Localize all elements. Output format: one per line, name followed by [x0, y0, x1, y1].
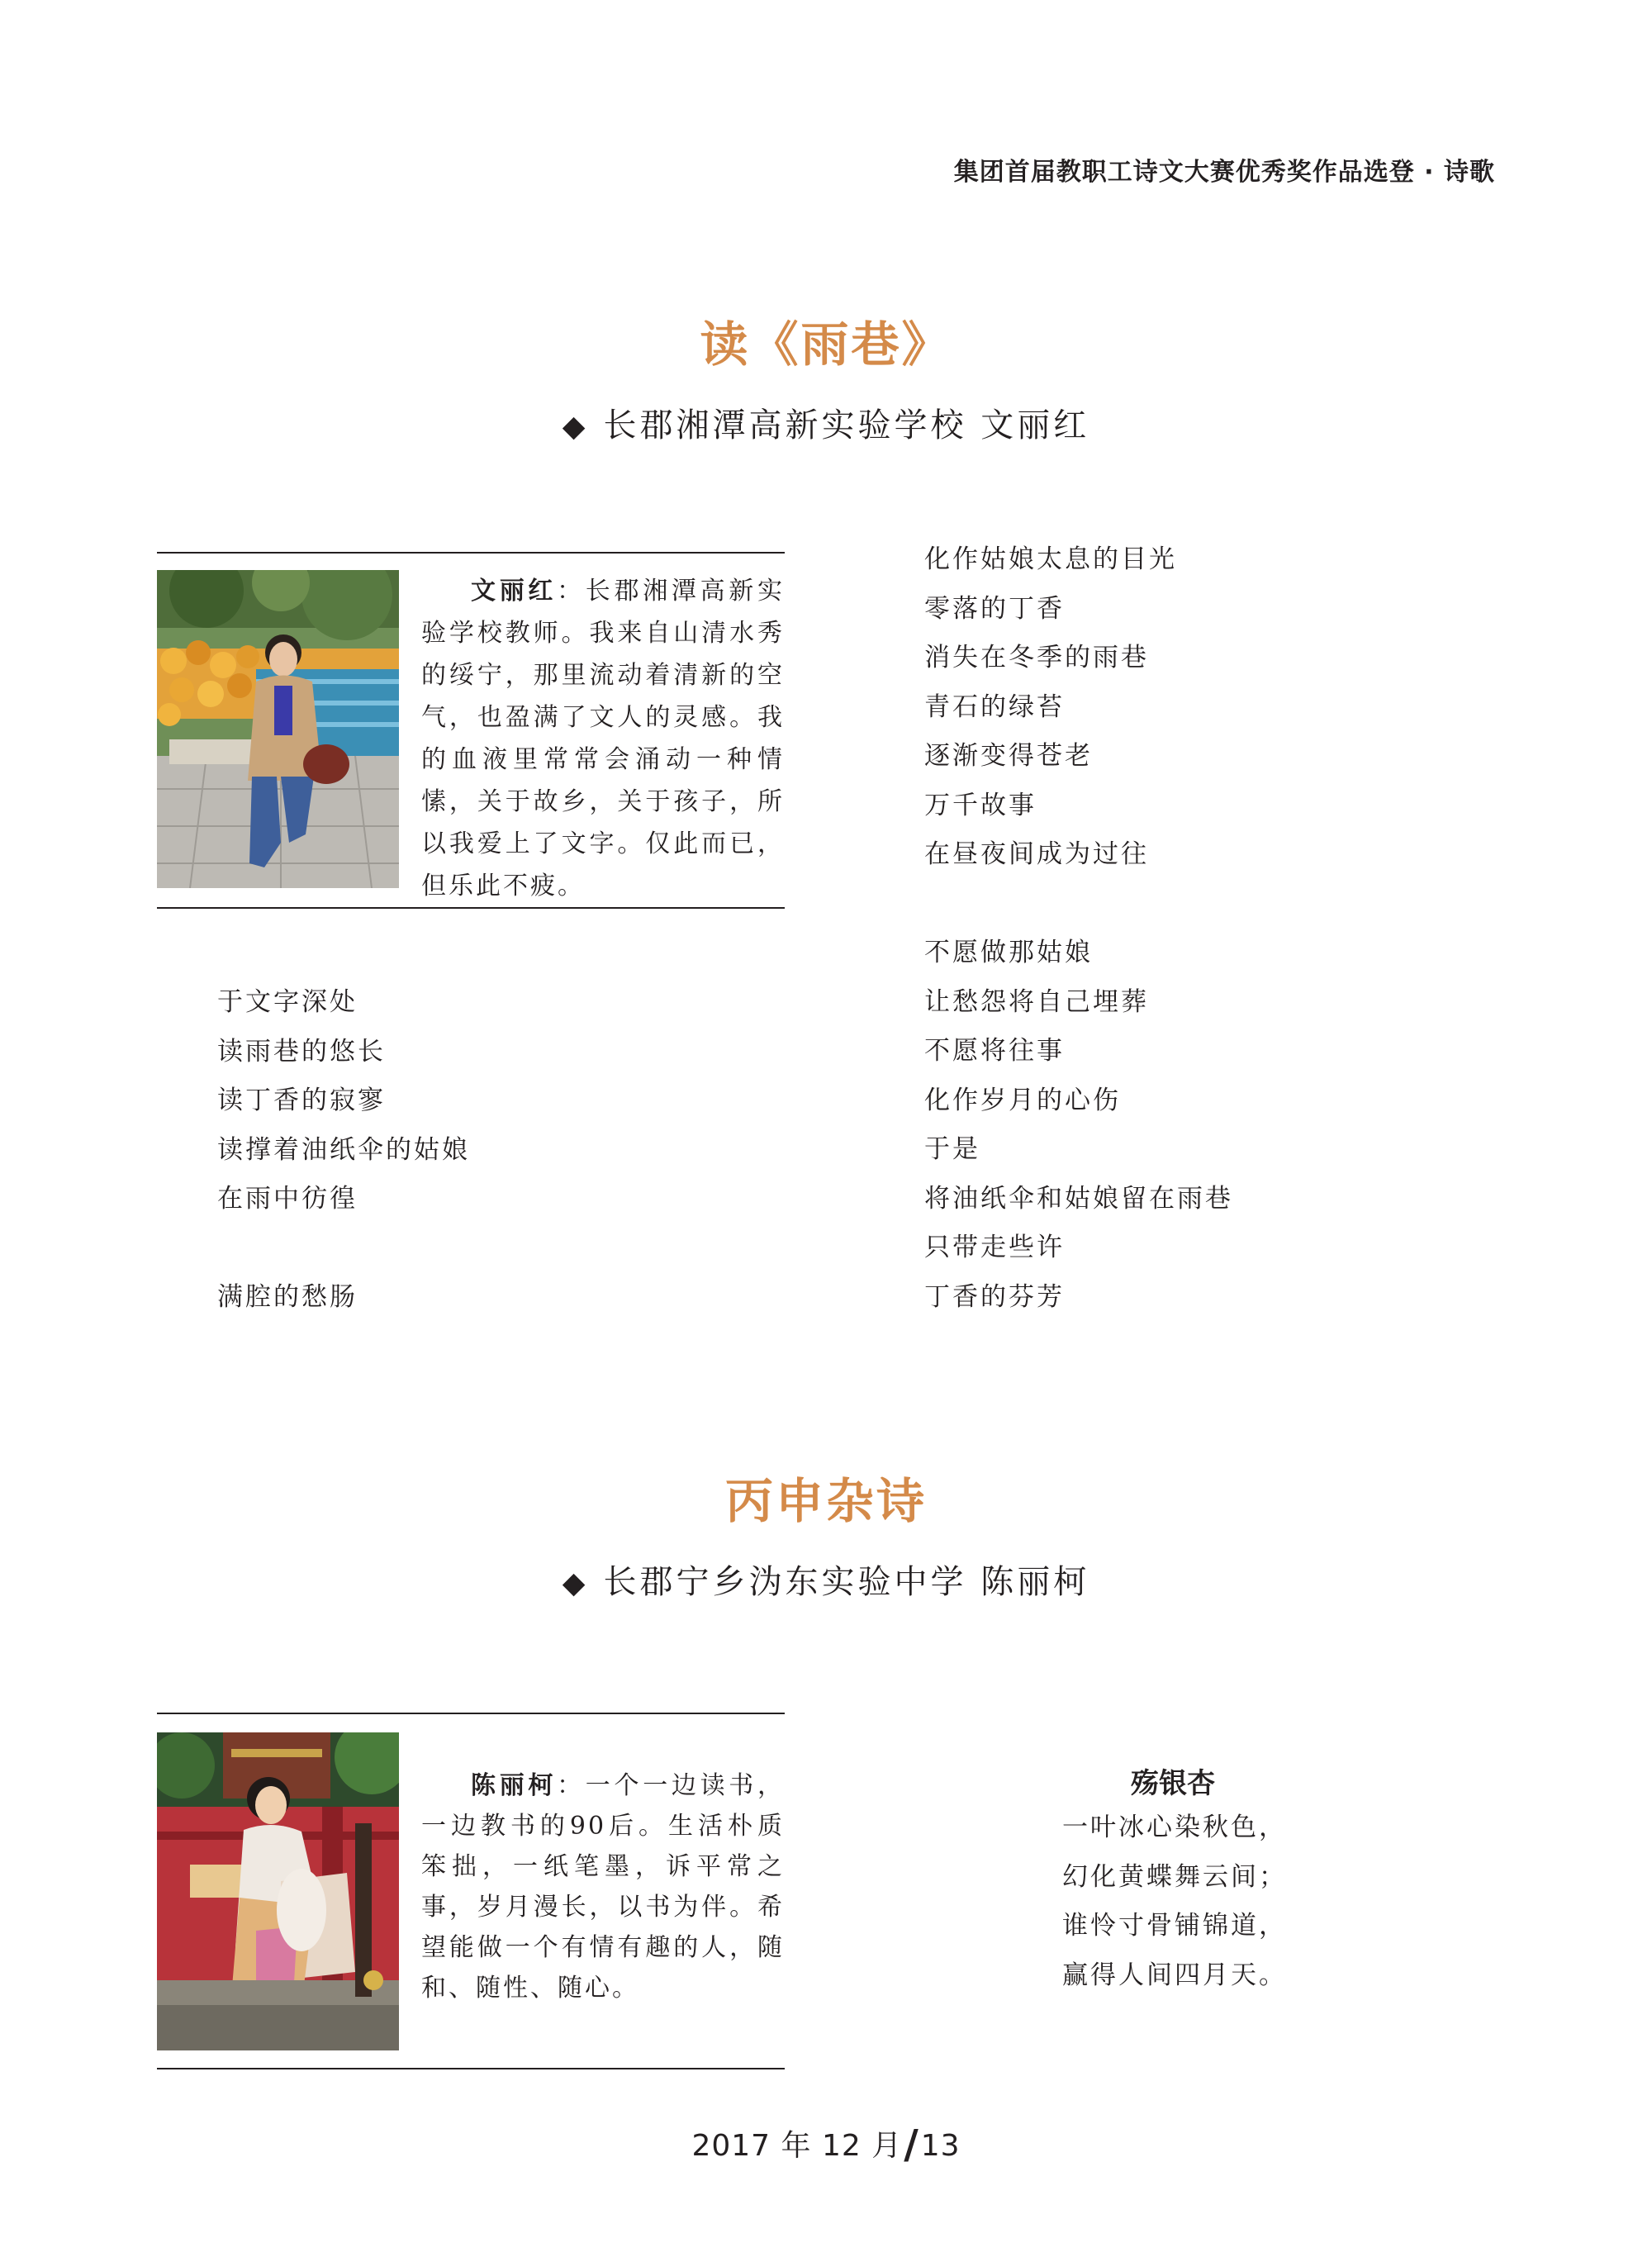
poem-line: 丁香的芬芳	[924, 1281, 1065, 1312]
poem-line: 一叶冰心染秋色，	[1062, 1813, 1287, 1842]
diamond-bullet-icon: ◆	[562, 410, 586, 444]
poem-line: 幻化黄蝶舞云间；	[1062, 1861, 1287, 1892]
author-bio-box	[157, 552, 785, 909]
stanza-break	[217, 1224, 470, 1274]
poem-stanza-left	[217, 978, 470, 1323]
poem-line: 零落的丁香	[924, 593, 1065, 624]
poem-stanza-right	[924, 535, 1233, 1322]
poem-line: 满腔的愁肠	[217, 1282, 358, 1312]
page-footer	[0, 2122, 1652, 2168]
poem-line: 化作姑娘太息的目光	[924, 544, 1177, 574]
byline	[0, 399, 1652, 446]
poem-line: 不愿做那姑娘	[924, 938, 1093, 967]
author-photo	[157, 1732, 399, 2050]
author-bio-text	[421, 570, 785, 907]
poem-line: 在昼夜间成为过往	[924, 839, 1149, 869]
poem-line: 不愿将往事	[924, 1036, 1065, 1066]
author-photo	[157, 570, 399, 888]
poem-line: 化作岁月的心伤	[924, 1085, 1121, 1115]
poem-line: 逐渐变得苍老	[924, 741, 1093, 771]
poem-title: 读《雨巷》	[700, 316, 952, 373]
author-bio: ：一个一边读书，一边教书的90后。生活朴质笨拙，一纸笔墨，诉平常之事，岁月漫长，以书为伴。希望能做一个有情有趣的人，随和、随性、随心。	[421, 1771, 786, 2003]
poem-line: 万千故事	[924, 790, 1037, 820]
diamond-bullet-icon: ◆	[562, 1566, 586, 1600]
author-bio-box	[157, 1713, 785, 2069]
author-name: 陈丽柯	[471, 1771, 558, 1800]
page-number: 13	[920, 2129, 961, 2163]
poem-line: 赢得人间四月天。	[1062, 1960, 1287, 1990]
issue-date: 2017 年 12 月	[691, 2129, 903, 2163]
byline-text: 长郡宁乡沩东实验中学 陈丽柯	[603, 1563, 1090, 1601]
poem-line: 谁怜寸骨铺锦道，	[1062, 1911, 1287, 1941]
poem-line: 读丁香的寂寥	[217, 1086, 386, 1115]
author-bio: ：长郡湘潭高新实验学校教师。我来自山清水秀的绥宁，那里流动着清新的空气，也盈满了文人的灵感。我的血液里常常会涌动一种情愫，关于故乡，关于孩子，所以我爱上了文字。仅此而已，但乐此不疲。	[421, 577, 786, 900]
byline-text: 长郡湘潭高新实验学校 文丽红	[603, 406, 1090, 444]
poem-line: 于文字深处	[217, 987, 358, 1017]
poem-line: 让愁怨将自己埋葬	[924, 986, 1149, 1017]
poem-line: 青石的绿苔	[924, 691, 1065, 722]
author-bio-text	[421, 1765, 785, 2008]
byline	[0, 1556, 1652, 1603]
running-header: 集团首届教职工诗文大赛优秀奖作品选登 · 诗歌	[953, 158, 1495, 187]
slash-separator: /	[904, 2122, 919, 2168]
poem-quatrain	[1062, 1803, 1287, 2000]
poem-line: 将油纸伞和姑娘留在雨巷	[924, 1183, 1233, 1214]
poem-line: 消失在冬季的雨巷	[924, 643, 1149, 672]
poem-title: 丙申杂诗	[724, 1473, 927, 1529]
author-name: 文丽红	[471, 577, 558, 606]
poem-subtitle: 殇银杏	[1131, 1767, 1215, 1800]
stanza-break	[924, 880, 1233, 929]
poem-line: 读撑着油纸伞的姑娘	[217, 1134, 470, 1165]
poem-line: 读雨巷的悠长	[217, 1036, 386, 1067]
poem-line: 只带走些许	[924, 1233, 1065, 1262]
poem-line: 在雨中彷徨	[217, 1184, 358, 1214]
poem-line: 于是	[924, 1134, 980, 1164]
